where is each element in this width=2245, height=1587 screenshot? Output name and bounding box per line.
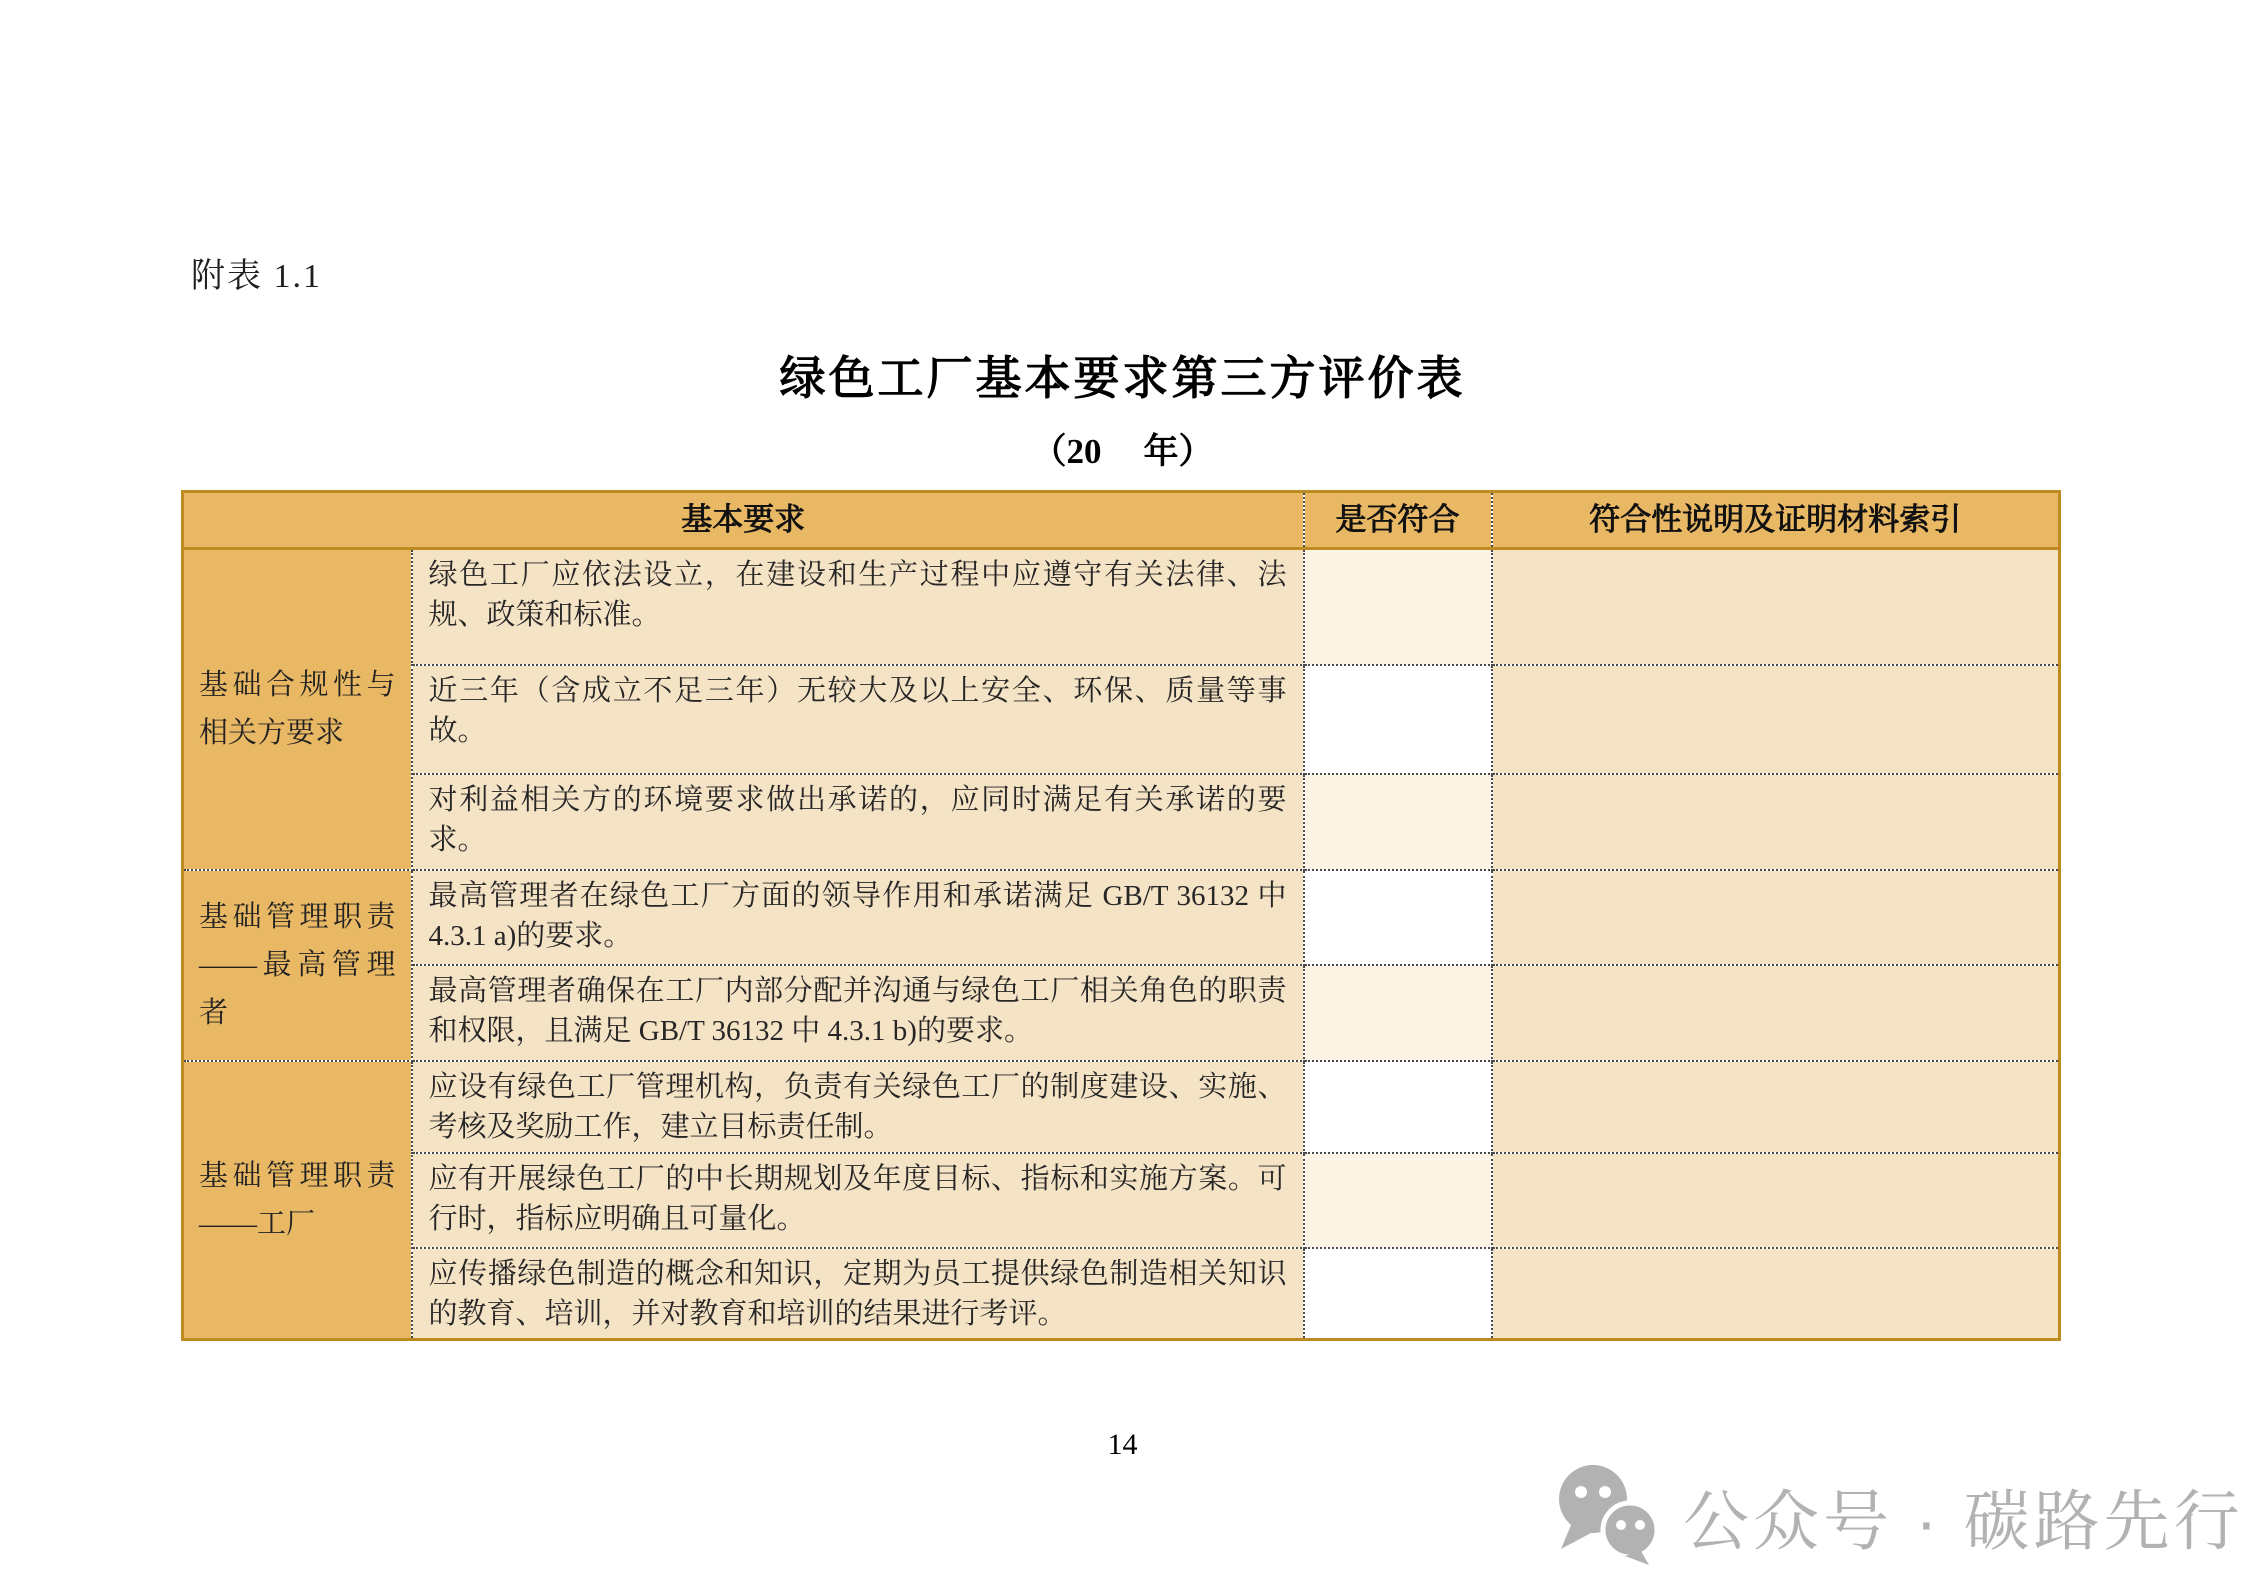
page-number: 14 (1107, 1428, 1138, 1461)
conformance-cell (1304, 1248, 1492, 1340)
requirement-text: 应有开展绿色工厂的中长期规划及年度目标、指标和实施方案。可行时，指标应明确且可量化。 (412, 1153, 1304, 1248)
table-row (183, 870, 2060, 965)
page-title: 绿色工厂基本要求第三方评价表 (779, 352, 1466, 404)
header-basic-requirements: 基本要求 (183, 492, 1304, 549)
requirement-text: 应设有绿色工厂管理机构，负责有关绿色工厂的制度建设、实施、考核及奖励工作，建立目标责任制。 (412, 1061, 1304, 1153)
header-conformance: 是否符合 (1304, 492, 1492, 549)
group-label-top-management: 基础管理职责——最高管理者 (183, 870, 412, 1061)
conformance-cell (1304, 1061, 1492, 1153)
evidence-cell (1492, 1061, 2060, 1153)
conformance-cell (1304, 1153, 1492, 1248)
requirement-text: 绿色工厂应依法设立，在建设和生产过程中应遵守有关法律、法规、政策和标准。 (412, 549, 1304, 665)
table-row (183, 1248, 2060, 1340)
conformance-cell (1304, 665, 1492, 774)
evidence-cell (1492, 1153, 2060, 1248)
evaluation-table (181, 490, 2061, 1341)
requirement-text: 对利益相关方的环境要求做出承诺的，应同时满足有关承诺的要求。 (412, 774, 1304, 870)
conformance-cell (1304, 549, 1492, 665)
evidence-cell (1492, 870, 2060, 965)
requirement-text: 最高管理者确保在工厂内部分配并沟通与绿色工厂相关角色的职责和权限，且满足 GB/T 36132 中 4.3.1 b)的要求。 (412, 965, 1304, 1061)
header-evidence-index: 符合性说明及证明材料索引 (1492, 492, 2060, 549)
table-row (183, 1061, 2060, 1153)
requirement-text: 近三年（含成立不足三年）无较大及以上安全、环保、质量等事故。 (412, 665, 1304, 774)
table-row (183, 549, 2060, 665)
table-header-row (183, 492, 2060, 549)
conformance-cell (1304, 870, 1492, 965)
watermark (1553, 1455, 2244, 1575)
evidence-cell (1492, 774, 2060, 870)
evidence-cell (1492, 549, 2060, 665)
annex-label: 附表 1.1 (191, 258, 322, 295)
table-row (183, 1153, 2060, 1248)
page-subtitle (0, 424, 2245, 474)
conformance-cell (1304, 965, 1492, 1061)
wechat-icon (1553, 1461, 1661, 1570)
evidence-cell (1492, 665, 2060, 774)
group-label-compliance: 基础合规性与相关方要求 (183, 549, 412, 870)
evidence-cell (1492, 1248, 2060, 1340)
subtitle-year-close: 年） (1143, 432, 1214, 471)
table-row (183, 665, 2060, 774)
subtitle-year-open: （20 (1031, 432, 1102, 471)
table-row (183, 774, 2060, 870)
requirement-text: 最高管理者在绿色工厂方面的领导作用和承诺满足 GB/T 36132 中 4.3.1 a)的要求。 (412, 870, 1304, 965)
watermark-text: 公众号 · 碳路先行 (1683, 1483, 2244, 1558)
evidence-cell (1492, 965, 2060, 1061)
conformance-cell (1304, 774, 1492, 870)
table-row (183, 965, 2060, 1061)
requirement-text: 应传播绿色制造的概念和知识，定期为员工提供绿色制造相关知识的教育、培训，并对教育和培训的结果进行考评。 (412, 1248, 1304, 1340)
group-label-factory: 基础管理职责——工厂 (183, 1061, 412, 1340)
